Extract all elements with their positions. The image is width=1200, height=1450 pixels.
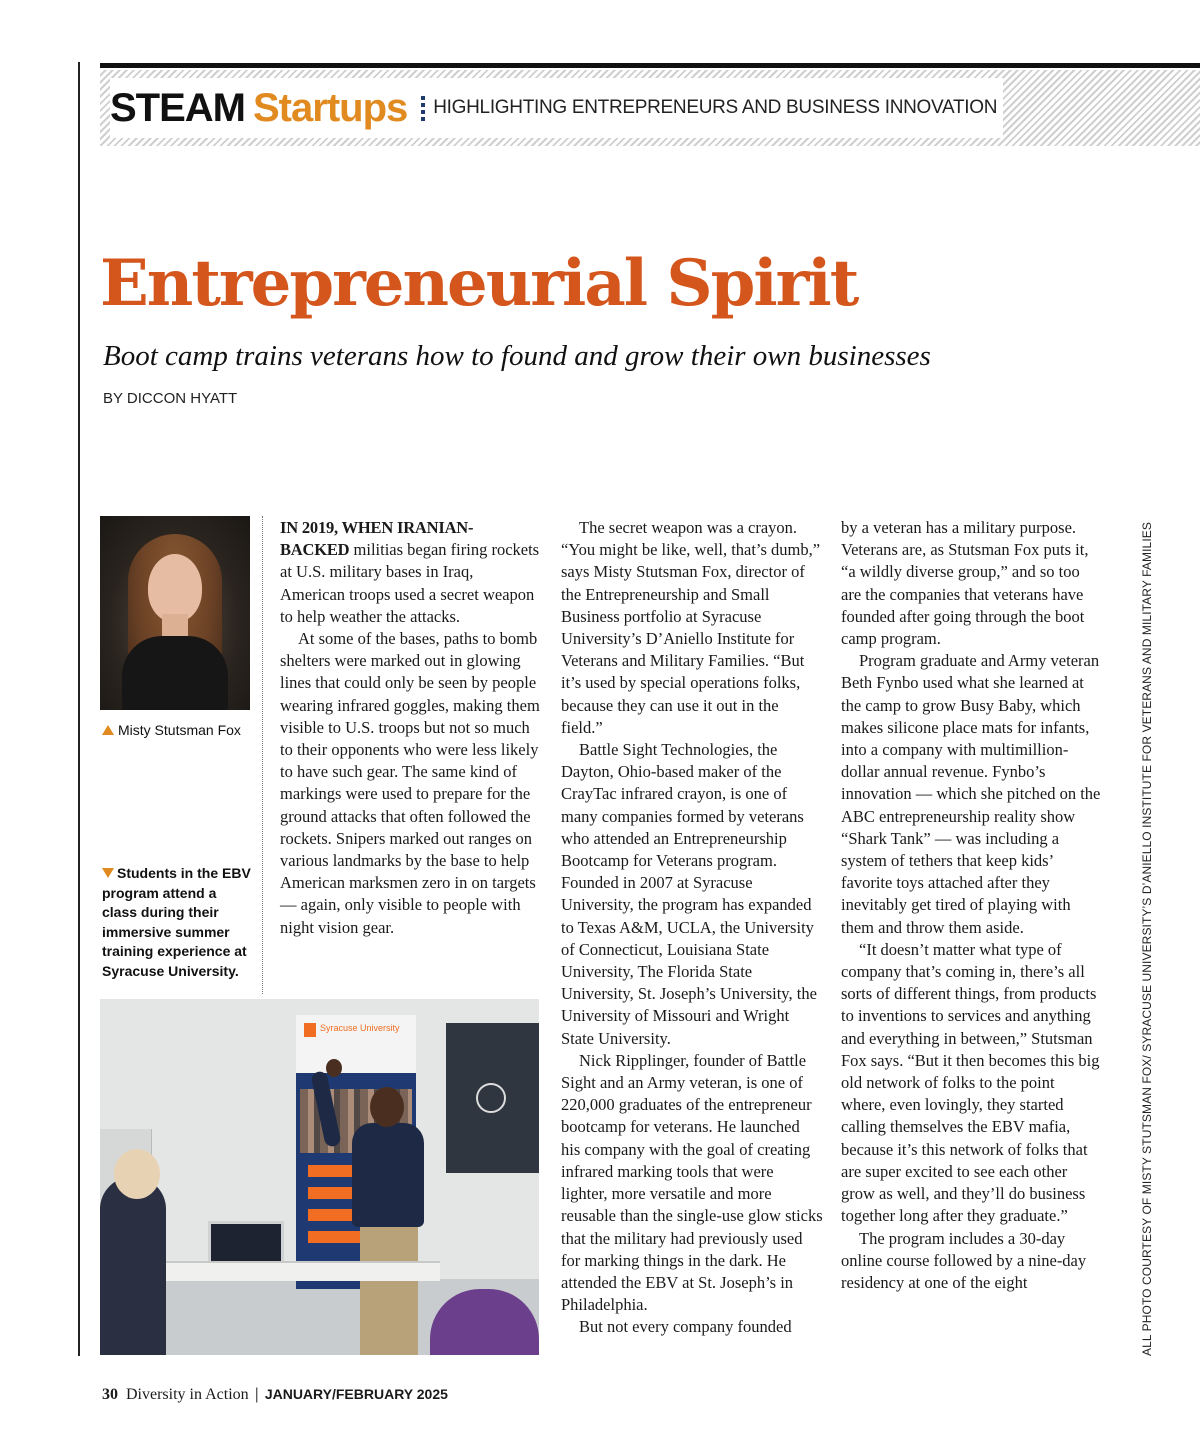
article-column-1 [280,517,540,939]
paragraph: Battle Sight Technologies, the Dayton, Ohio-based maker of the CrayTac infrared crayon, is one of many companies formed by veterans who attended an Entrepreneurship Bootcamp for Veterans program. Founded in 2007 at Syracuse University, the program has expanded to Texas A&M, UCLA, the University of Connecticut, Louisiana State University, The Florida State University, St. Joseph’s University, the University of Missouri and Wright State University. [561,740,817,1048]
paragraph: At some of the bases, paths to bomb shelters were marked out in glowing lines that could only be seen by people wearing infrared goggles, making them visible to U.S. troops but not so much to their opponents who were less likely to have such gear. The same kind of markings were used to prepare for the ground attacks that often followed the rockets. Snipers marked out ranges on various landmarks by the base to help American marksmen zero in on targets — again, only visible to people with night vision gear. [280,629,540,937]
paragraph: Nick Ripplinger, founder of Battle Sight and an Army veteran, is one of 220,000 graduates of the entrepreneur bootcamp for veterans. He launched his company with the goal of creating infrared marking tools that were lighter, more versatile and more reusable than the single-use glow sticks that the military had previously used for marking things in the dark. He attended the EBV at St. Joseph’s in Philadelphia. [561,1050,823,1315]
university-logo-icon [304,1023,316,1037]
issue-date: JANUARY/FEBRUARY 2025 [264,1386,448,1402]
paragraph-text: militias began firing rockets at U.S. military bases in Iraq, American troops used a secret weapon to help weather the attacks. [280,540,540,626]
classroom-photo [100,999,539,1355]
paragraph: Program graduate and Army veteran Beth Fynbo used what she learned at the camp to grow Busy Baby, which makes silicone place mats for infants, into a company with multimillion-dollar annual revenue. Fynbo’s innovation — which she pitched on the ABC entrepreneurship reality show “Shark Tank” — was including a system of tethers that keep kids’ favorite toys attached after they inevitably get tired of playing with them and throw them aside. [841,651,1101,937]
left-margin-rule [78,62,80,1356]
section-brand-main: STEAM [110,85,245,130]
portrait-caption [102,722,241,738]
banner-dots-icon [421,96,425,121]
paragraph: But not every company founded [579,1317,792,1337]
paragraph: The program includes a 30-day online course followed by a nine-day residency at one of the eight [841,1228,1087,1292]
paragraph: “It doesn’t matter what type of company that’s coming in, there’s all sorts of different things, from products to inventions to services and anything and everything in between,” Stutsman Fox says. “But it then becomes this big old network of folks to the point where, even lovingly, they started calling themselves the EBV mafia, because it’s this network of folks that are super excited to see each other grow as well, and they’ll do business together long after they graduate.” [841,939,1100,1226]
portrait-photo [100,516,250,710]
portrait-caption-text: Misty Stutsman Fox [118,722,241,738]
classroom-caption [102,864,254,981]
page-footer [102,1386,448,1404]
header-top-rule [100,63,1200,68]
banner-university-name: Syracuse University [320,1023,400,1033]
article-column-2 [561,517,823,1339]
section-banner-text [110,78,1003,138]
paragraph [280,517,540,628]
page-number: 30 [102,1386,118,1403]
article-byline: BY DICCON HYATT [103,390,238,407]
article-headline: Entrepreneurial Spirit [100,246,858,321]
caption-up-arrow-icon [102,725,114,735]
lead-in: IN 2019, WHEN IRANIAN-BACKED [280,518,474,560]
article-deck: Boot camp trains veterans how to found and grow their own businesses [103,340,931,372]
projector-screen [446,1023,539,1173]
column-divider [262,516,263,994]
instructor-figure [352,1123,424,1227]
article-column-3 [841,517,1103,1294]
section-tagline: HIGHLIGHTING ENTREPRENEURS AND BUSINESS INNOVATION [433,97,998,118]
photo-credit: ALL PHOTO COURTESY OF MISTY STUTSMAN FOX/ SYRACUSE UNIVERSITY’S D’ANIELLO INSTITUTE FOR VETERANS AND MILITARY FAMILIES [1140,522,1154,1356]
magazine-name: Diversity in Action [126,1386,249,1403]
section-banner [100,70,1200,146]
classroom-caption-text: Students in the EBV program attend a class during their immersive summer training experience at Syracuse University. [102,865,251,979]
paragraph: by a veteran has a military purpose. Veterans are, as Stutsman Fox puts it, “a wildly diverse group,” and so too are the companies that veterans have founded after going through the boot camp program. [841,518,1089,649]
paragraph: The secret weapon was a crayon. “You might be like, well, that’s dumb,” says Misty Stutsman Fox, director of the Entrepreneurship and Small Business portfolio at Syracuse University’s D’Aniello Institute for Veterans and Military Families. “But it’s used by special operations folks, because they can use it out in the field.” [561,518,821,737]
footer-separator: | [254,1386,259,1403]
caption-down-arrow-icon [102,868,114,878]
section-brand-accent: Startups [253,85,408,130]
